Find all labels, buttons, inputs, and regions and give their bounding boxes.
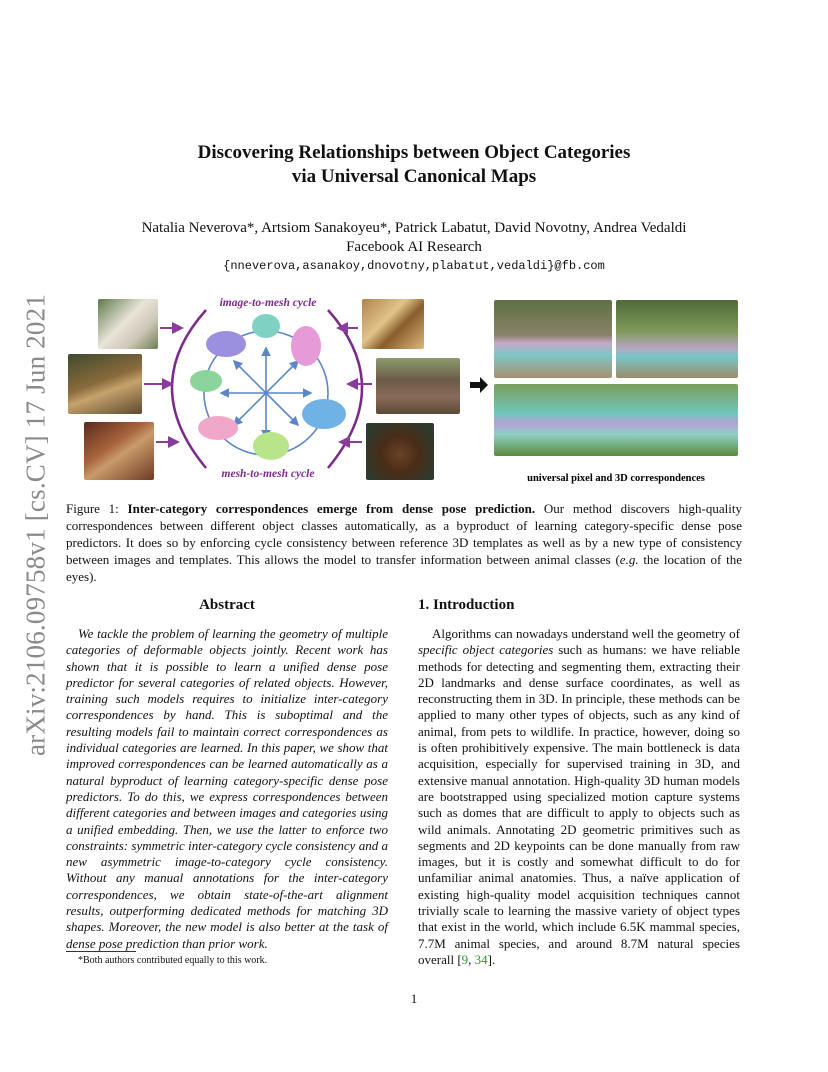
paper-title xyxy=(120,141,708,189)
caption-text-2: the location of the eyes). xyxy=(66,552,742,584)
title-line-2: via Universal Canonical Maps xyxy=(291,166,537,187)
citation-separator: , xyxy=(468,951,475,967)
citation-34[interactable]: 34 xyxy=(474,951,488,967)
author-block xyxy=(80,219,748,257)
intro-text-3: ]. xyxy=(487,951,496,967)
right-cycle-arc xyxy=(328,310,362,468)
caption-eg: e.g. xyxy=(619,552,639,567)
result-arrow xyxy=(470,377,488,393)
caption-prefix: Figure 1: xyxy=(66,501,128,516)
mesh-to-mesh-label: mesh-to-mesh cycle xyxy=(221,468,315,480)
page-number: 1 xyxy=(410,991,418,1006)
abstract-heading: Abstract xyxy=(199,597,255,613)
intro-text-2: such as humans: we have reliable methods for detecting and segmenting them, extracting their 2D landmarks and dense surface coordinates, as well as reconstructing them in 3D. In principle, these methods can be applied to many other types of objects, such as any kind of animal, from pets to wildlife. In practice, however, doing so is often prohibitively expensive. The main bottleneck is data acquisition, especially for supervised training in 3D, and extensive manual annotation. High-quality 3D human models are bootstrapped using specialized motion capture systems such as domes that are difficult to apply to objects such as wild animals. Annotating 2D geometric primitives such as segments and 2D keypoints can be done manually from raw images, but it is costly and somewhat difficult to do for unfamiliar animal anatomies. Thus, a naïve application of existing high-quality model acquisition techniques cannot trivially scale to learning the massive variety of object types that exist in the world, which include 6.5K mammal species, 7.7M animal species, and around 8.7M natural species overall [ xyxy=(418,642,740,967)
template-meshes xyxy=(190,314,346,460)
affiliation: Facebook AI Research xyxy=(346,239,482,255)
intro-text-1: Algorithms can nowadays understand well the geometry of xyxy=(432,626,740,641)
correspondences-label: universal pixel and 3D correspondences xyxy=(527,473,705,484)
abstract-text: We tackle the problem of learning the geometry of multiple categories of deformable objects jointly. Recent work has shown that it is possible to learn a unified dense pose predictor for several categories of related objects. However, training such models requires to initialize inter-category correspondences by hand. This is suboptimal and the resulting models fail to maintain correct correspondences as individual categories are learned. In this paper, we show that improved correspondences can be learned automatically as a natural byproduct of learning category-specific dense pose predictors. To do this, we express correspondences between different categories and between images and categories using a unified embedding. Then, we use the latter to enforce two constraints: symmetric inter-category cycle consistency and a new asymmetric image-to-category cycle consistency. Without any manual annotations for the inter-category correspondences, we obtain state-of-the-art alignment results, outperforming dedicated methods for matching 3D shapes. Moreover, the new model is also better at the task of dense pose prediction than prior work. xyxy=(66,626,388,951)
author-list: Natalia Neverova*, Artsiom Sanakoyeu*, Patrick Labatut, David Novotny, Andrea Vedaldi xyxy=(141,220,687,236)
caption-text-1: Our method discovers high-quality correspondences between different object classes automatically, as a byproduct of learning category-specific dense pose predictors. It does so by enforcing cycle consistency between reference 3D templates as well as by a new type of consistency between images and templates. This allows the model to transfer information between animal classes ( xyxy=(66,501,742,567)
introduction-section xyxy=(418,596,740,968)
caption-bold: Inter-category correspondences emerge from dense pose prediction. xyxy=(127,501,536,516)
citation-9[interactable]: 9 xyxy=(461,951,469,967)
introduction-heading: 1. Introduction xyxy=(418,597,515,613)
title-line-1: Discovering Relationships between Object Categories xyxy=(197,142,631,163)
image-to-mesh-label: image-to-mesh cycle xyxy=(219,297,317,309)
cycle-diagram xyxy=(66,296,742,486)
author-emails: {nneverova,asanakoy,dnovotny,plabatut,vedaldi}@fb.com xyxy=(223,259,605,273)
figure-caption xyxy=(66,500,742,585)
arxiv-id: arXiv:2106.09758v1 [cs.CV] 17 Jun 2021 xyxy=(20,293,51,757)
introduction-text xyxy=(418,626,740,968)
teaser-figure xyxy=(66,296,742,486)
arxiv-stamp xyxy=(14,290,58,760)
abstract-section xyxy=(66,596,388,952)
footnote-rule xyxy=(66,951,136,952)
intro-emphasis: specific object categories xyxy=(418,642,554,658)
footnote: *Both authors contributed equally to this work. xyxy=(78,955,268,966)
